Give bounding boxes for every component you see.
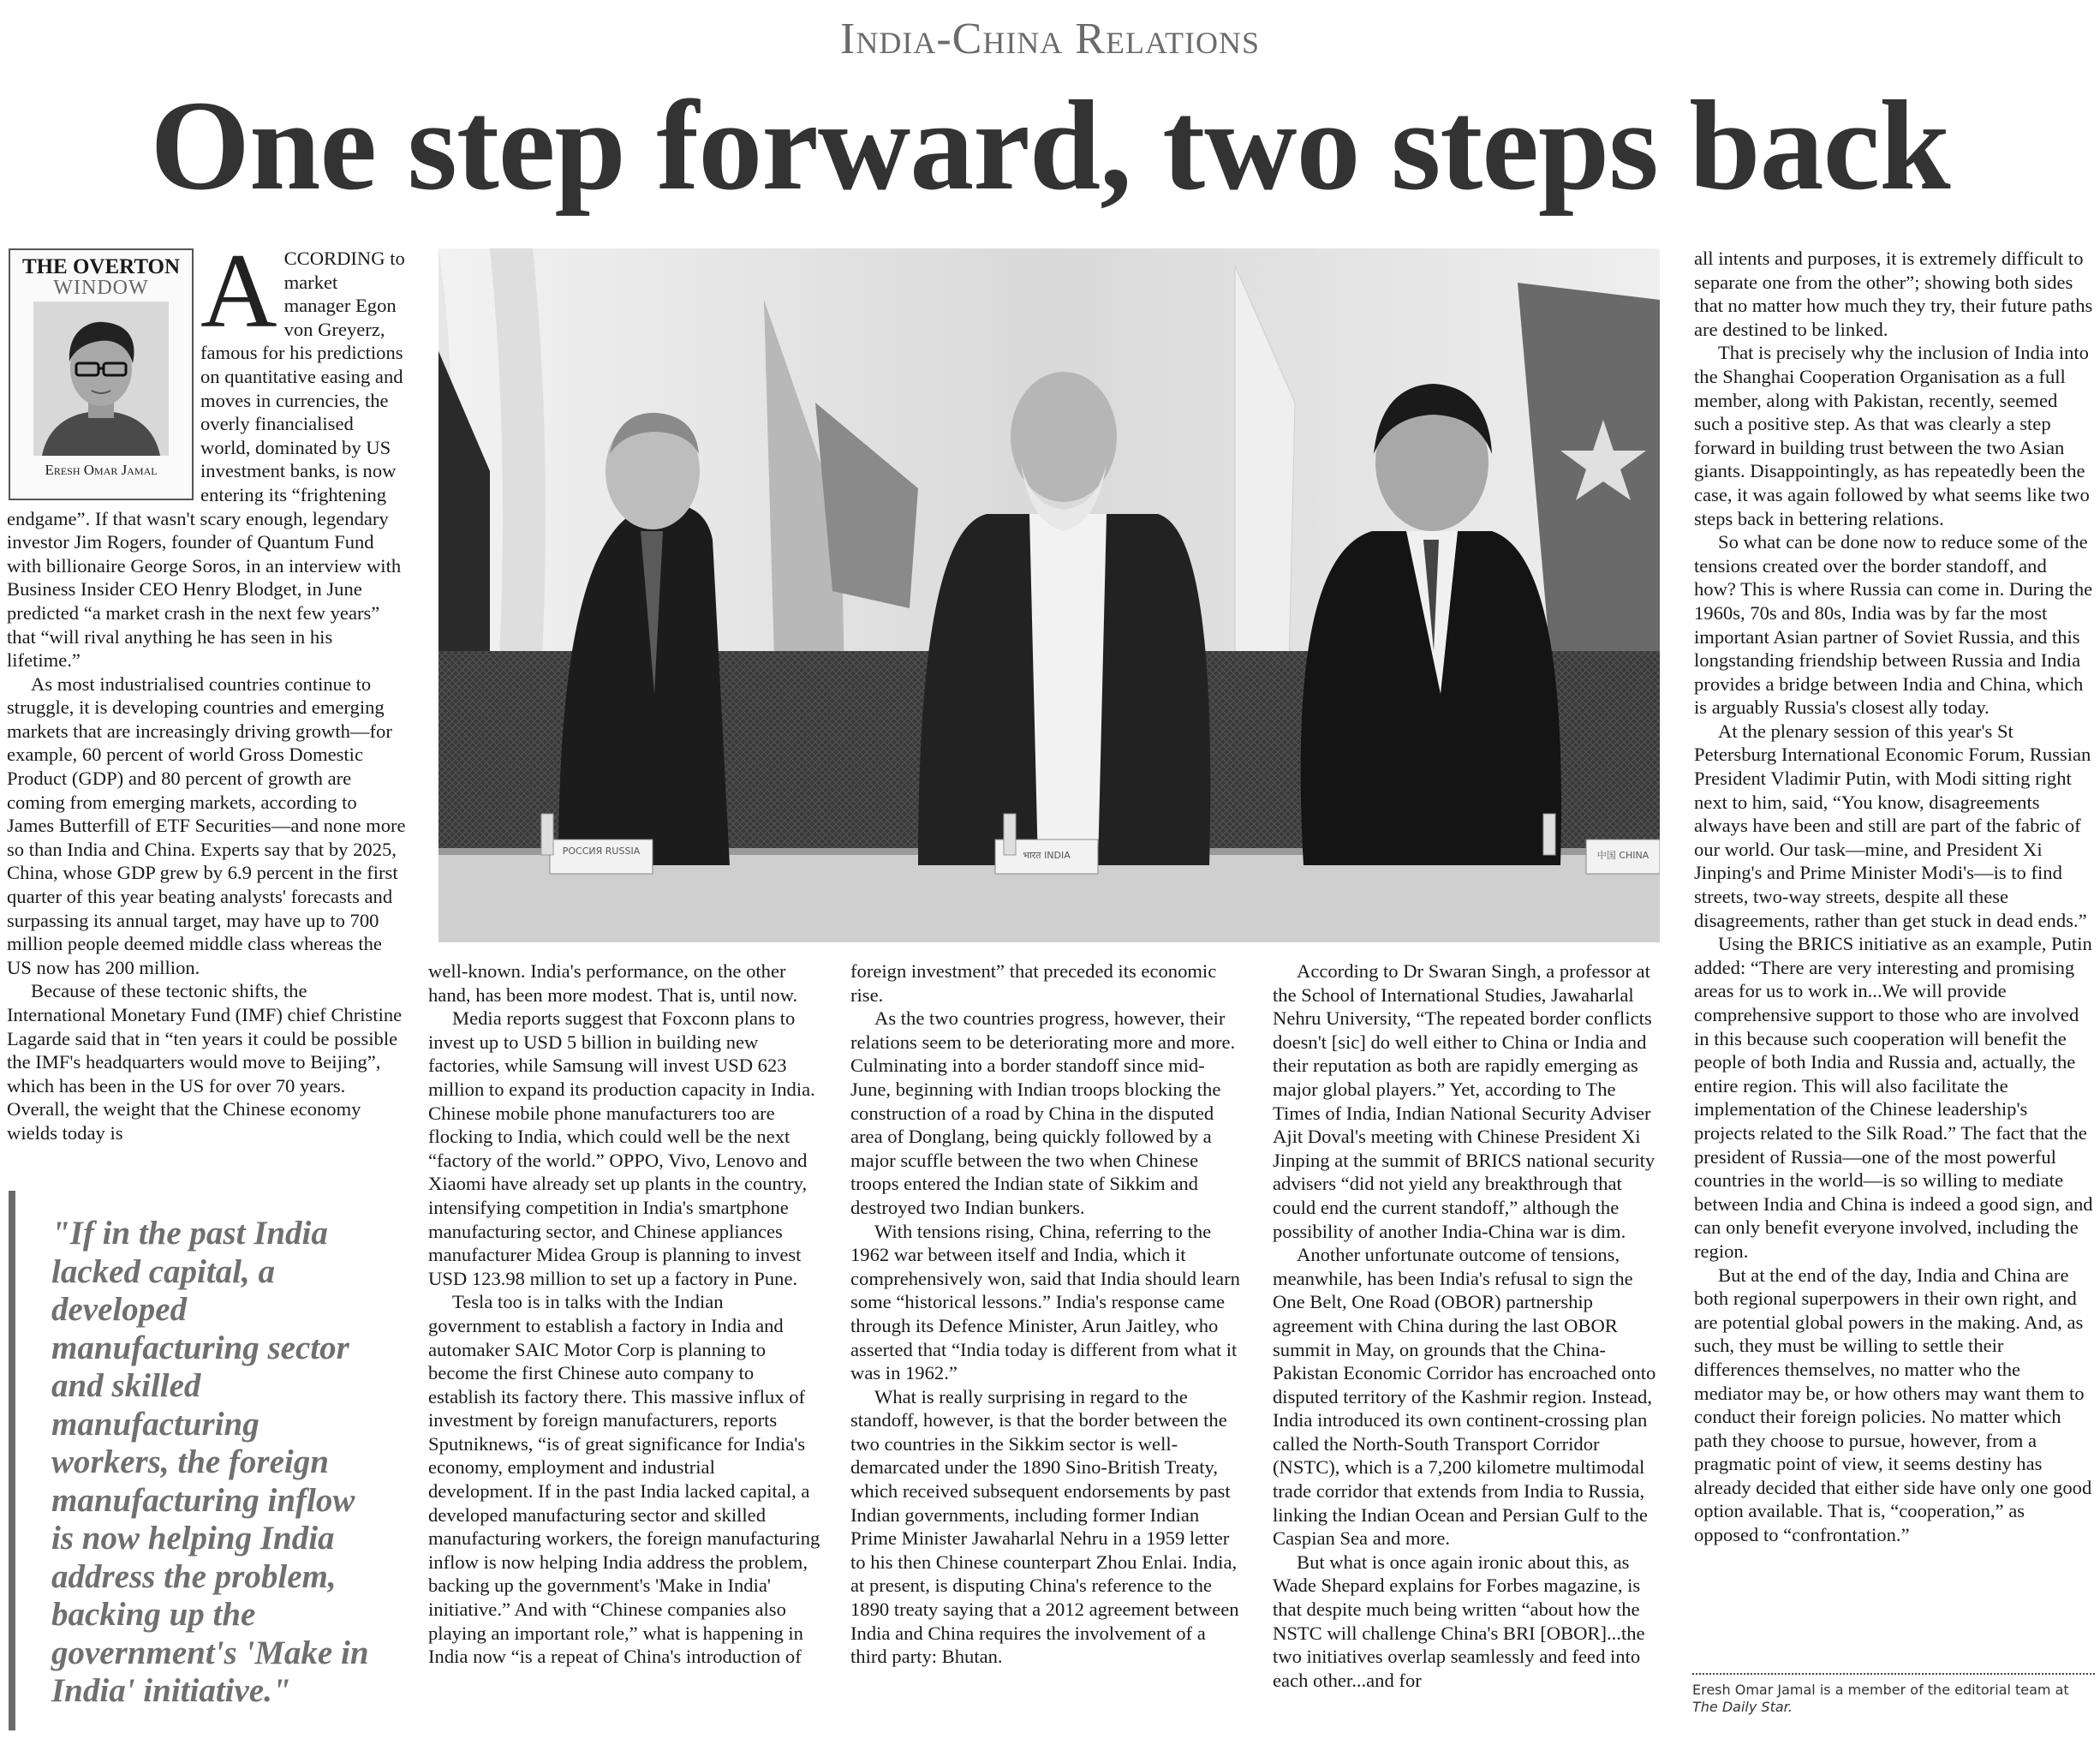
paragraph: foreign investment” that preceded its economic rise. — [850, 960, 1217, 1006]
drop-cap: A — [200, 247, 277, 350]
paragraph: As most industrialised countries continue to struggle, it is developing countries and emerging markets that are increasingly driving growth—for example, 60 percent of world Gross Domestic Product (GDP) and 80 percent of growth are coming from emerging markets, according to James Butterfill of ETF Securities—and none more so than India and China. Experts say that by 2025, China, whose GDP grew by 6.9 percent in the first quarter of this year beating analysts' forecasts and surpassing its annual target, may have up to 700 million people deemed middle class whereas the US now has 200 million. — [7, 672, 406, 978]
section-kicker: India-China Relations — [840, 15, 1260, 63]
paragraph: That is precisely why the inclusion of India into the Shanghai Cooperation Organisation as a full member, along with Pakistan, recently, seemed such a positive step. As that was clearly a step forward in building trust between the two Asian giants. Disappointingly, as has repeatedly been the case, it was again followed by what seems like two steps back in bettering relations. — [1694, 342, 2090, 529]
paragraph: all intents and purposes, it is extremely difficult to separate one from the other”; showing both sides that no matter how much they try, their future paths are destined to be linked. — [1694, 248, 2093, 340]
paragraph: Another unfortunate outcome of tensions, meanwhile, has been India's refusal to sign the One Belt, One Road (OBOR) partnership agreement with China during the last OBOR summit in May, on grounds that the China-Pakistan Economic Corridor has encroached onto disputed territory of the Kashmir region. Instead, India introduced its own continent-crossing plan called the North-South Transport Corridor (NSTC), which is a 7,200 kilometre multimodal trade corridor that extends from India to Russia, linking the Indian Ocean and Persian Gulf to the Caspian Sea and more. — [1273, 1244, 1656, 1550]
paragraph: Media reports suggest that Foxconn plans to invest up to USD 5 billion in building new factories, while Samsung will invest USD 623 million to expand its production capacity in India. Chinese mobile phone manufacturers too are flocking to India, which could well be the next “factory of the world.” OPPO, Vivo, Lenovo and Xiaomi have already set up plants in the country, intensifying competition in India's smartphone manufacturing sector, and Chinese appliances manufacturer Midea Group is planning to invest USD 123.98 million to set up a factory in Pune. — [428, 1007, 815, 1289]
headline: One step forward, two steps back — [150, 75, 1950, 217]
lead-paragraph: ACCORDING to market manager Egon von Greyerz, famous for his predictions on quantitative easing and moves in currencies, the overly financialised world, dominated by US investment banks, is now entering its “frightening endgame”. If that wasn't scary enough, legendary investor Jim Rogers, founder of Quantum Fund with billionaire George Soros, in an interview with Business Insider CEO Henry Blodget, in June predicted “a market crash in the next few years” that “will rival anything he has seen in his lifetime.” — [7, 247, 405, 672]
paragraph: So what can be done now to reduce some of the tensions created over the border standoff, and how? This is where Russia can come in. During the 1960s, 70s and 80s, India was by far the most important Asian partner of Soviet Russia, and this longstanding friendship between Russia and India provides a bridge between India and China, which is arguably Russia's closest ally today. — [1694, 531, 2093, 719]
paragraph: What is really surprising in regard to the standoff, however, is that the border between the two countries in the Sikkim sector is well-demarcated under the 1890 Sino-British Treaty, which received subsequent endorsements by past Indian governments, including former Indian Prime Minister Jawaharlal Nehru in a 1959 letter to his then Chinese counterpart Zhou Enlai. India, at present, is disputing China's reference to the 1890 treaty saying that a 2012 agreement between India and China requires the involvement of a third party: Bhutan. — [850, 1385, 1239, 1668]
article-column-3 — [850, 959, 1243, 1735]
article-column-4 — [1273, 959, 1665, 1735]
news-photo — [438, 248, 1660, 942]
paragraph: well-known. India's performance, on the other hand, has been more modest. That is, until now. — [428, 960, 798, 1006]
article-column-2 — [428, 959, 820, 1735]
article-column-5 — [1694, 247, 2093, 1669]
paragraph: But what is once again ironic about this, as Wade Shepard explains for Forbes magazine, is that despite much being written “about how the NSTC will challenge China's BRI [OBOR]...the two initiatives overlap seamlessly and feed into each other...and for — [1273, 1551, 1645, 1691]
name-plate-china: 中国 CHINA — [1596, 850, 1650, 861]
author-bio — [1692, 1673, 2095, 1716]
name-plate-russia: РОССИЯ RUSSIA — [562, 846, 641, 857]
paragraph: With tensions rising, China, referring to the 1962 war between itself and India, which it comprehensively won, said that India should learn some “historical lessons.” India's response came through its Defence Minister, Arun Jaitley, who asserted that “India today is different from what it was in 1962.” — [850, 1220, 1240, 1384]
author-bio-text: Eresh Omar Jamal is a member of the editorial team at — [1692, 1682, 2069, 1698]
paragraph: Because of these tectonic shifts, the International Monetary Fund (IMF) chief Christine Lagarde said that in “ten years it could be possible the IMF's headquarters would move to Beijing”, which has been in the US for over 70 years. Overall, the weight that the Chinese economy wields today is — [7, 980, 403, 1144]
paragraph: But at the end of the day, India and China are both regional superpowers in their own right, and are potential global powers in the making. And, as such, they must be willing to settle their differences themselves, no matter who the mediator may be, or how others may want them to conduct their foreign policies. No matter which path they choose to pursue, however, from a pragmatic point of view, it seems destiny has already decided that either side have only one good option available. That is, “cooperation,” as opposed to “confrontation.” — [1694, 1264, 2092, 1546]
paragraph: As the two countries progress, however, their relations seem to be deteriorating more and more. Culminating into a border standoff since mid-June, beginning with Indian troops blocking the construction of a road by China in the disputed area of Donglang, being quickly followed by a major scuffle between the two when Chinese troops entered the Indian state of Sikkim and destroyed two Indian bunkers. — [850, 1007, 1236, 1218]
name-plate-india: भारत INDIA — [1023, 850, 1071, 861]
pull-quote — [9, 1191, 385, 1730]
paragraph: At the plenary session of this year's St Petersburg International Economic Forum, Russian President Vladimir Putin, with Modi sitting right next to him, said, “You know, disagreements always have been and still are part of the fabric of our world. Our task—mine, and President Xi Jinping's and Prime Minister Modi's—is to find streets, two-way streets, despite all these disagreements, rather than get stuck in dead ends.” — [1694, 720, 2091, 931]
article-column-1 — [7, 247, 408, 1172]
column-title: THE OVERTON — [21, 255, 181, 278]
column-author: Eresh Omar Jamal — [45, 462, 158, 478]
pull-quote-text: "If in the past India lacked capital, a developed manufacturing sector and skilled manufacturing workers, the foreign manufacturing inflow is now helping India address the problem, backing up the government's 'Make in India' initiative." — [51, 1215, 369, 1709]
paragraph: According to Dr Swaran Singh, a professor at the School of International Studies, Jawaharlal Nehru University, “The repeated border conflicts doesn't [sic] do well either to China or India and their reputation as both are rapidly emerging as major global players.” Yet, according to The Times of India, Indian National Security Adviser Ajit Doval's meeting with Chinese President Xi Jinping at the summit of BRICS national security advisers “did not yield any breakthrough that could end the current standoff,” although the possibility of another India-China war is dim. — [1273, 960, 1656, 1242]
publication-name: The Daily Star. — [1692, 1699, 1793, 1715]
paragraph: Tesla too is in talks with the Indian government to establish a factory in India and automaker SAIC Motor Corp is planning to become the first Chinese auto company to establish its factory there. This massive influx of investment by foreign manufacturers, reports Sputniknews, “is of great significance for India's economy, employment and industrial development. If in the past India lacked capital, a developed manufacturing sector and skilled manufacturing workers, the foreign manufacturing inflow is now helping India address the problem, backing up the government's 'Make in India' initiative.” And with “Chinese companies also playing an important role,” what is happening in India now “is a repeat of China's introduction of — [428, 1291, 820, 1668]
paragraph: Using the BRICS initiative as an example, Putin added: “There are very interesting and promising areas for us to work in...We will provide comprehensive support to those who are involved in this because such cooperation will benefit the people of both India and Russia and, actually, the entire region. This will also facilitate the implementation of the Chinese leadership's projects related to the Silk Road.” The fact that the president of Russia—one of the most powerful countries in the world—is so willing to mediate between India and China is indeed a good sign, and can only benefit everyone involved, including the region. — [1694, 933, 2093, 1262]
column-subtitle: WINDOW — [53, 277, 149, 299]
